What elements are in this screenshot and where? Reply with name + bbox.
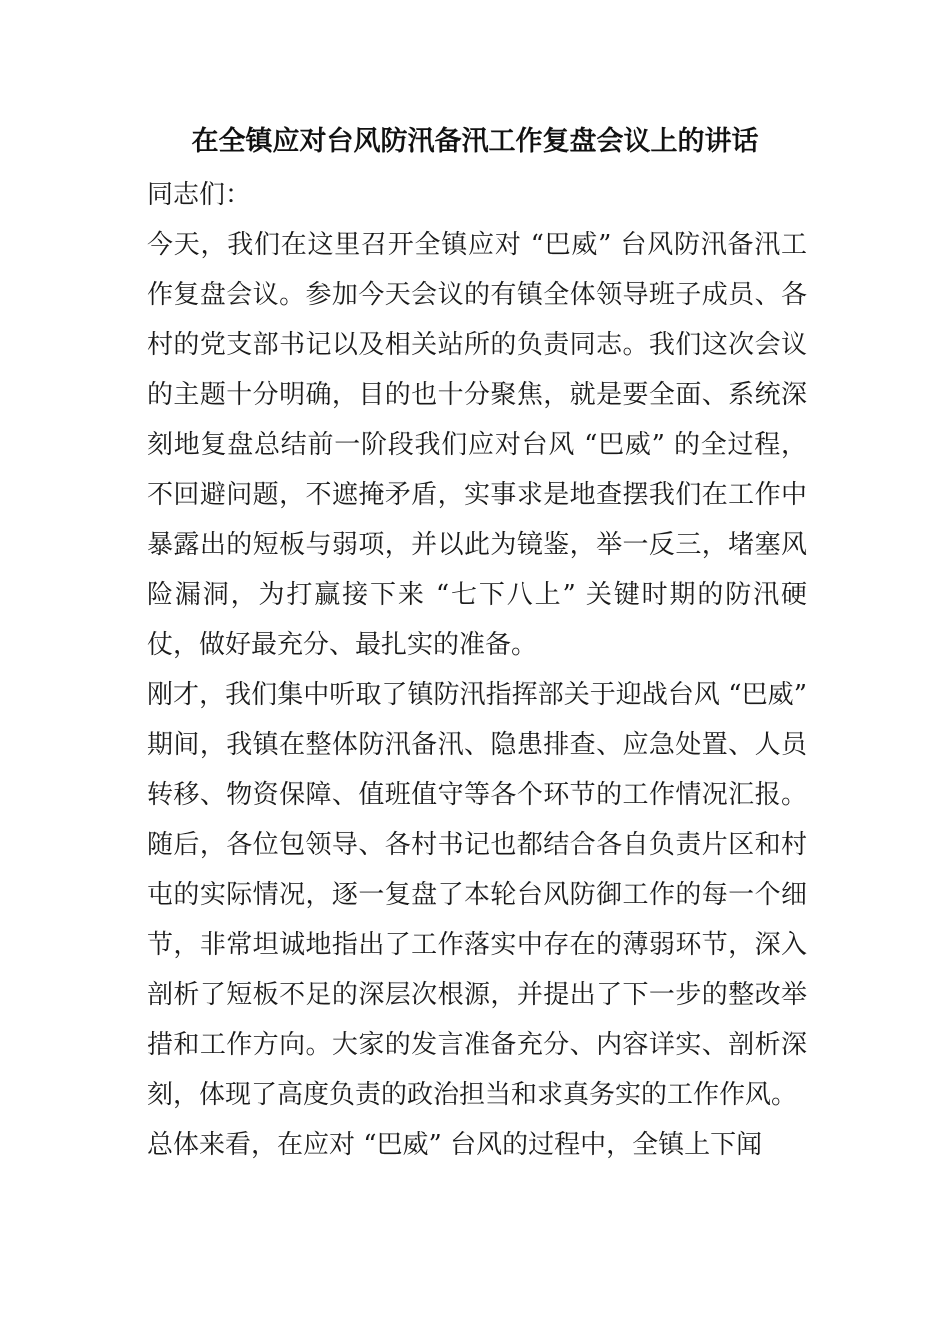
document-body: [147, 170, 807, 1170]
paragraph-1: 今天，我们在这里召开全镇应对 “巴威” 台风防汛备汛工作复盘会议。参加今天会议的有镇全体领导班子成员、各村的党支部书记以及相关站所的负责同志。我们这次会议的主题十分明确，目的也十分聚焦，就是要全面、系统深刻地复盘总结前一阶段我们应对台风 “巴威” 的全过程，不回避问题，不遮掩矛盾，实事求是地查摆我们在工作中暴露出的短板与弱项，并以此为镜鉴，举一反三，堵塞风险漏洞，为打赢接下来 “七下八上” 关键时期的防汛硬仗，做好最充分、最扎实的准备。: [147, 230, 807, 660]
paragraph-3: 总体来看，在应对 “巴威” 台风的过程中，全镇上下闻: [147, 1130, 763, 1160]
salutation: 同志们：: [147, 180, 252, 210]
paragraph-2: 刚才，我们集中听取了镇防汛指挥部关于迎战台风 “巴威” 期间，我镇在整体防汛备汛、隐患排查、应急处置、人员转移、物资保障、值班值守等各个环节的工作情况汇报。随后，各位包领导、各村书记也都结合各自负责片区和村屯的实际情况，逐一复盘了本轮台风防御工作的每一个细节，非常坦诚地指出了工作落实中存在的薄弱环节，深入剖析了短板不足的深层次根源，并提出了下一步的整改举措和工作方向。大家的发言准备充分、内容详实、剖析深刻，体现了高度负责的政治担当和求真务实的工作作风。: [147, 680, 807, 1110]
document-title: 在全镇应对台风防汛备汛工作复盘会议上的讲话: [191, 126, 759, 157]
